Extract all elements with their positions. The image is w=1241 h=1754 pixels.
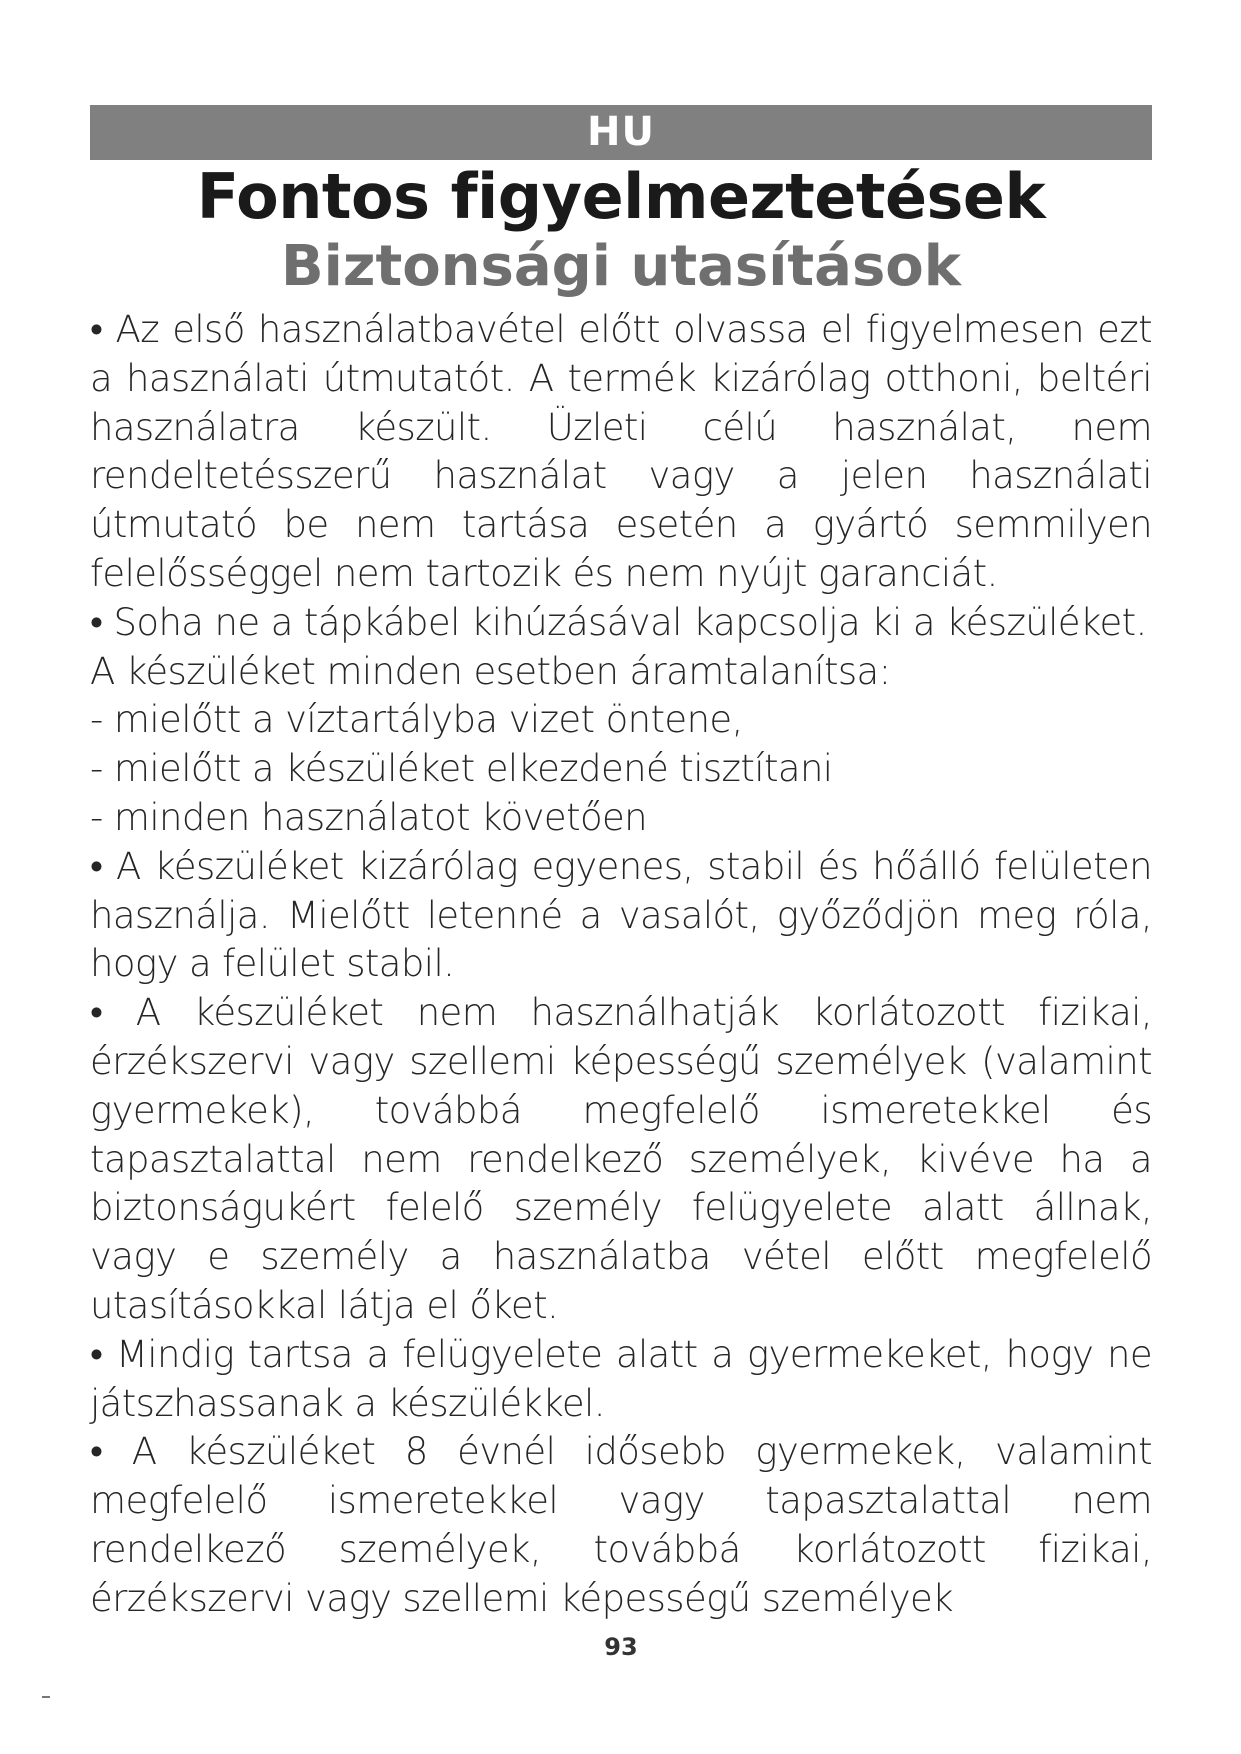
corner-mark — [42, 1696, 50, 1698]
language-banner: HU — [90, 105, 1152, 160]
page-title: Fontos figyelmeztetések — [196, 160, 1046, 233]
paragraph-unplug-intro: A készüléket minden esetben áramtalanítsa: — [90, 649, 891, 693]
paragraph-first-use: • Az első használatbavétel előtt olvassa el figyelmesen ezt a használati útmutatót. A termék kizárólag otthoni, beltéri használatra készült. Üzleti célú használat, nem rendeltetésszerű használat vagy a jelen használati útmutató be nem tartása esetén a gyártó semmilyen felelősséggel nem tartozik és nem nyújt garanciát. — [90, 308, 1152, 595]
list-item-before-filling: - mielőtt a víztartályba vizet öntene, — [90, 698, 743, 742]
paragraph-children-supervision: • Mindig tartsa a felügyelete alatt a gyermekeket, hogy ne játszhassanak a készülékkel. — [90, 1332, 1152, 1425]
list-item-before-cleaning: - mielőtt a készüléket elkezdené tisztítani — [90, 747, 833, 791]
page-number: 93 — [604, 1633, 638, 1661]
paragraph-restricted-persons: • A készüléket nem használhatják korlátozott fizikai, érzékszervi vagy szellemi képességű személyek (valamint gyermekek), továbbá megfelelő ismeretekkel és tapasztalattal nem rendelkező személyek, kivéve ha a biztonságukért felelő személy felügyelete alatt állnak, vagy e személy a használatba vétel előtt megfelelő utasításokkal látja el őket. — [90, 991, 1152, 1327]
page-subtitle: Biztonsági utasítások — [280, 234, 962, 299]
paragraph-children-over-8: • A készüléket 8 évnél idősebb gyermekek, valamint megfelelő ismeretekkel vagy tapasztalattal nem rendelkező személyek, továbbá korlátozott fizikai, érzékszervi vagy szellemi képességű személyek — [90, 1430, 1152, 1620]
paragraph-stable-surface: • A készüléket kizárólag egyenes, stabil és hőálló felületen használja. Mielőtt letenné a vasalót, győződjön meg róla, hogy a felület stabil. — [90, 844, 1152, 986]
list-item-after-use: - minden használatot követően — [90, 795, 648, 839]
paragraph-power-cable: • Soha ne a tápkábel kihúzásával kapcsolja ki a készüléket. — [90, 600, 1147, 644]
instructions-body — [90, 306, 1152, 1624]
